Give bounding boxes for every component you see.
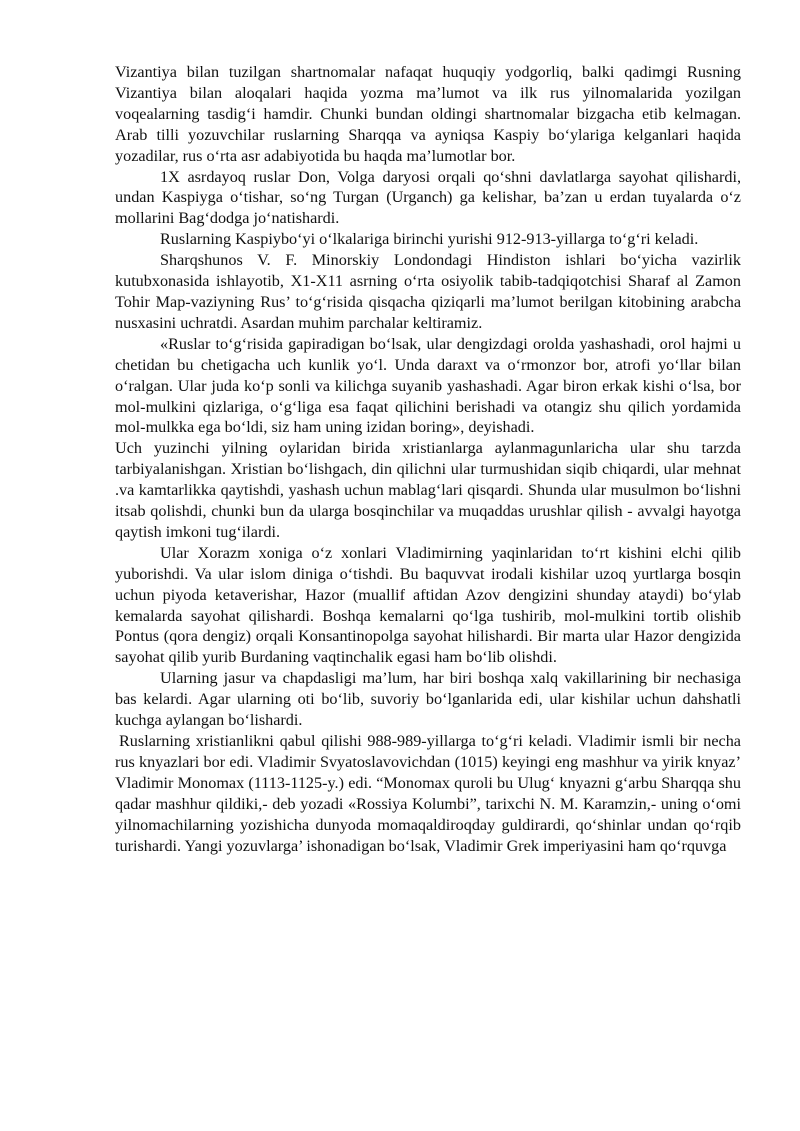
paragraph-adoption-of-christianity: Ruslarning xristianlikni qabul qilishi 988-989-yillarga to‘g‘ri keladi. Vladimir ismli bir necha rus knyazlari bor edi. Vladimir Svyatoslavovichdan (1015) keyingi eng mashhur va yirik knyaz’ Vladimir Monomax (1113-1125-y.) edi. “Monomax quroli bu Ulug‘ knyazni g‘arbu Sharqqa shu qadar mashhur qildiki,- deb yozadi «Rossiya Kolumbi”, tarixchi N. M. Karamzin,- uning o‘omi yilnomachilarning yozishicha dunyoda momaqaldiroqday guldirardi, qo‘shinlar undan qo‘rqib turishardi. Yangi yozuvlarga’ ishonadigan bo‘lsak, Vladimir Grek imperiyasini ham qo‘rquvga [115,732,741,855]
paragraph-envoys-to-khorezm: Ular Xorazm xoniga o‘z xonlari Vladimirning yaqinlaridan to‘rt kishini elchi qilib yuborishdi. Va ular islom diniga o‘tishdi. Bu baquvvat irodali kishilar uzoq yurtlarga bosqin uchun piyoda ketaverishar, Hazor (muallif aftidan Azov dengizini shunday ataydi) bo‘ylab kemalarda sayohat qilishardi. Boshqa kemalarni qo‘lga tushirib, mol-mulkini tortib olishib Pontus (qora dengiz) orqali Konsantinopolga sayohat hilishardi. Bir marta ular Hazor dengizida sayohat qilib yurib Burdaning vaqtinchalik egasi ham bo‘lib olishdi. [115,543,741,667]
paragraph-bravery: Ularning jasur va chapdasligi ma’lum, har biri boshqa xalq vakillarining bir nechasiga bas kelardi. Agar ularning oti bo‘lib, suvoriy bo‘lganlarida edi, ular kishilar uchun dahshatli kuchga aylangan bo‘lishardi. [115,669,741,730]
document-page [115,62,741,856]
paragraph-quotation-about-rus: «Ruslar to‘g‘risida gapiradigan bo‘lsak, ular dengizdagi oroldа yashashadi, orol hajmi u chetidan bu chetigacha uch kunlik yo‘l. Unda daraxt va o‘rmonzor bor, atrofi yo‘llar bilan o‘ralgan. Ular juda ko‘p sonli va kilichga suyanib yashashadi. Agar biron erkak kishi o‘lsa, bor mol-mulkini qizlariga, o‘g‘liga esa faqat qilichini berishadi va otangiz shu qilich yordamida mol-mulkka ega bo‘ldi, siz ham uning izidan boring», deyishadi. [115,334,741,437]
paragraph-minorsky-discovery: Sharqshunos V. F. Minorskiy Londondagi Hindiston ishlari bo‘yicha vazirlik kutubxonasida ishlayotib, X1-X11 asrning o‘rta osiyolik tabib-tadqiqotchisi Sharaf al Zamon Tohir Map-vaziyning Rus’ to‘g‘risida qisqacha qiziqarli ma’lumot berilgan kitobining arabcha nusxasini uchratdi. Asardan muhim parchalar keltiramiz. [115,251,741,332]
paragraph-byzantine-treaties: Vizantiya bilan tuzilgan shartnomalar nafaqat huquqiy yodgorliq, balki qadimgi Rusning Vizantiya bilan aloqalari haqida yozma ma’lumot va ilk rus yilnomalarida yozilgan voqealarning tasdig‘i hamdir. Chunki bundan oldingi shartnomalar bizgacha etib kelmagan. Arab tilli yozuvchilar ruslarning Sharqqa va ayniqsa Kaspiy bo‘ylariga kelganlari haqida yozadilar, rus o‘rta asr adabiyotida bu haqda ma’lumotlar bor. [115,63,741,165]
paragraph-first-caspian-campaign: Ruslarning Kaspiybo‘yi o‘lkalariga birinchi yurishi 912-913-yillarga to‘g‘ri keladi. [160,230,699,249]
paragraph-ninth-century-routes: 1X asrdayoq ruslar Don, Volga daryosi orqali qo‘shni davlatlarga sayohat qilishardi, undan Kaspiyga o‘tishar, so‘ng Turgan (Urganch) ga kelishar, ba’zan u erdan tuyalarda o‘z mollarini Bag‘dodga jo‘natishardi. [115,167,741,228]
paragraph-christianization-effects: Uch yuzinchi yilning oylaridan birida xristianlarga aylanmagunlaricha ular shu tarzda tarbiyalanishgan. Xristian bo‘lishgach, din qilichni ular turmushidan siqib chiqardi, ular mehnat .va kamtarlikka qaytishdi, yashash uchun mablag‘lari qisqardi. Shunda ular musulmon bo‘lishni itsab qolishdi, chunki bun da ularga bosqinchilar va muqaddas urushlar qilish - avvalgi hayotga qaytish imkoni tug‘ilardi. [115,439,741,541]
